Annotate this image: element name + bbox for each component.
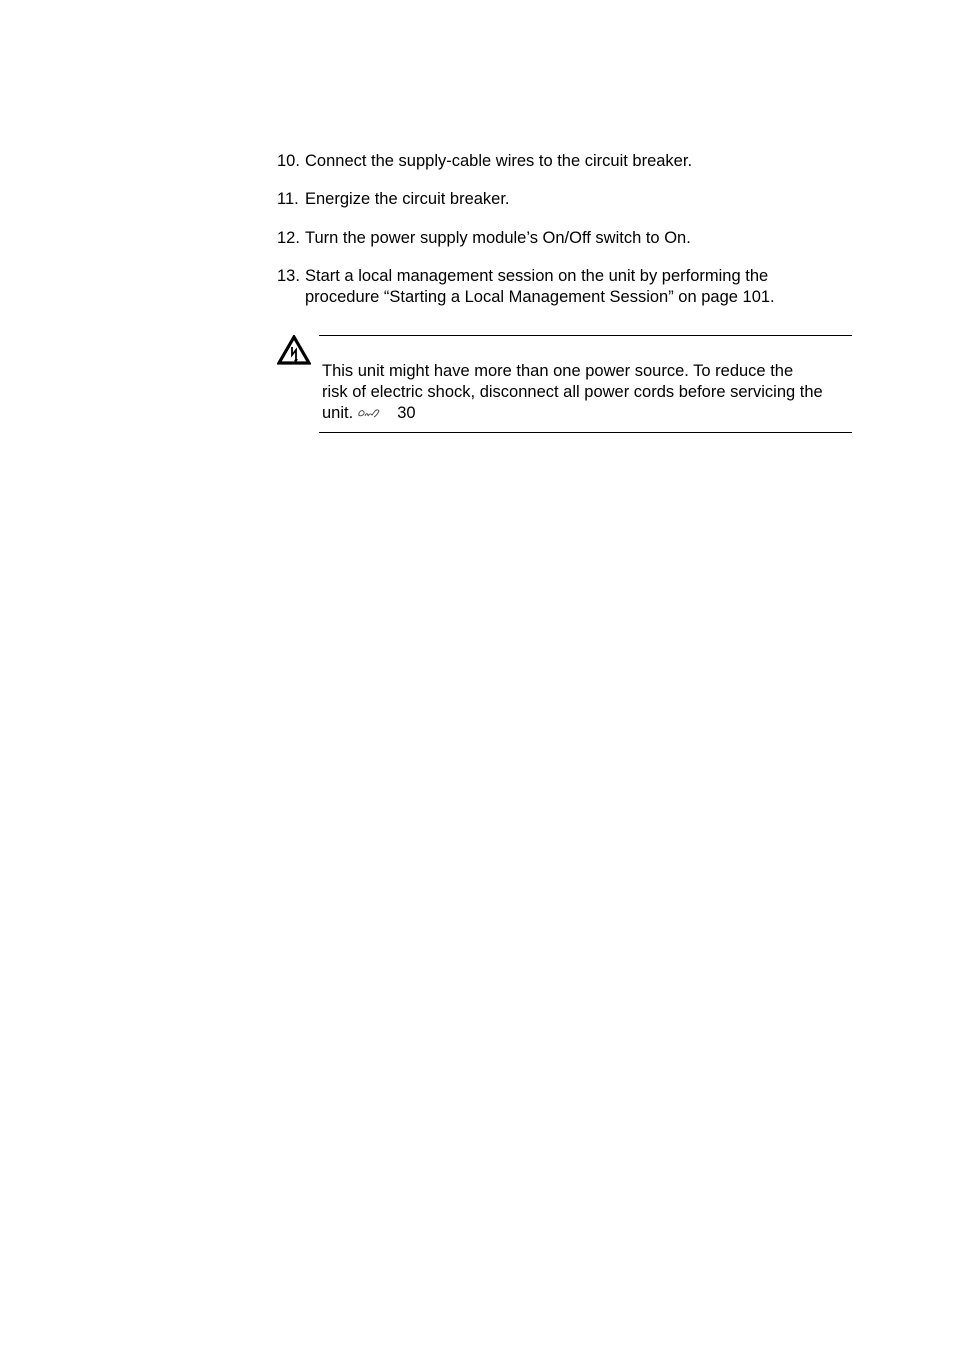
electrical-hazard-icon bbox=[277, 335, 311, 365]
step-number: 13. bbox=[277, 267, 300, 285]
step-number: 10. bbox=[277, 152, 300, 170]
warning-line-1: This unit might have more than one power source. To reduce the bbox=[322, 362, 794, 380]
step-12 bbox=[277, 228, 837, 249]
step-number: 12. bbox=[277, 229, 300, 247]
step-text: Turn the power supply module’s On/Off switch to On. bbox=[305, 229, 691, 247]
step-text-line-1: Start a local management session on the unit by performing the bbox=[305, 267, 769, 285]
step-13 bbox=[277, 266, 837, 308]
warning-top-rule bbox=[319, 335, 852, 336]
translation-reference-number: 30 bbox=[397, 404, 416, 422]
warning-line-2: risk of electric shock, disconnect all power cords before servicing the bbox=[322, 383, 823, 401]
warning-message bbox=[322, 361, 852, 424]
step-text-line-2: procedure “Starting a Local Management Session” on page 101. bbox=[305, 288, 775, 306]
warning-bottom-rule bbox=[319, 432, 852, 433]
step-text: Connect the supply-cable wires to the circuit breaker. bbox=[305, 152, 693, 170]
translation-reference-icon bbox=[357, 404, 383, 416]
step-10 bbox=[277, 151, 837, 172]
step-text: Energize the circuit breaker. bbox=[305, 190, 510, 208]
step-11 bbox=[277, 189, 837, 210]
warning-line-3 bbox=[322, 403, 852, 424]
warning-line-3-text: unit. bbox=[322, 404, 354, 422]
step-number: 11. bbox=[277, 190, 299, 208]
